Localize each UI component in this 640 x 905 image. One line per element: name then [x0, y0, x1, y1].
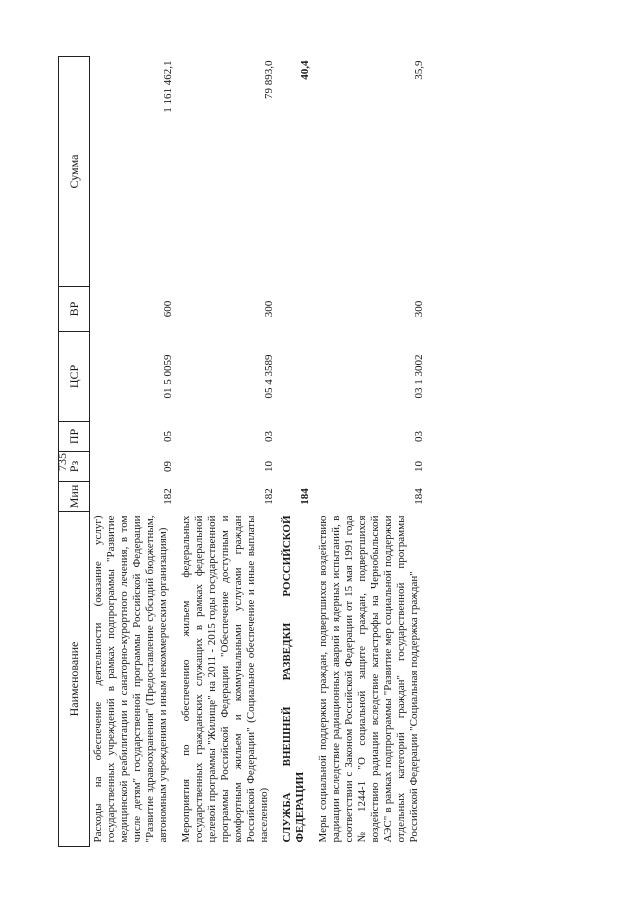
table-row [279, 57, 315, 847]
row-sum: 40,4 [299, 60, 311, 80]
row-rz: 10 [413, 461, 425, 472]
row-vr: 300 [263, 300, 275, 318]
row-name: СЛУЖБА ВНЕШНЕЙ РАЗВЕДКИ РОССИЙСКОЙ ФЕДЕРАЦИИ [281, 515, 306, 843]
row-rz: 09 [162, 461, 174, 472]
row-csr: 05 4 3589 [263, 354, 275, 399]
row-rz: 10 [263, 461, 275, 472]
row-min: 182 [162, 488, 174, 505]
row-pr [279, 422, 315, 452]
row-csr [279, 332, 315, 422]
row-min: 184 [299, 488, 311, 505]
header-rz: Рз [59, 452, 90, 482]
row-pr: 03 [263, 431, 275, 442]
table-row [90, 57, 179, 847]
budget-table [58, 56, 429, 847]
row-vr [279, 287, 315, 332]
row-sum: 79 893,0 [263, 60, 275, 99]
rotated-page-content [58, 0, 513, 905]
row-name: Меры социальной поддержки граждан, подвергшихся воздействию радиации вследствие радиационных аварий и ядерных испытаний, в соответствии с Законом Российской Федерации от 15 мая 1991 года № 1244-1 "О социальной защите граждан, подвергшихся воздействию радиации вследствие катастрофы на Чернобыльской АЭС" в рамках подпрограммы "Развитие мер социальной поддержки отдельных категорий граждан" государственной программы Российской Федерации "Социальная поддержка граждан" [317, 515, 420, 843]
row-min: 182 [263, 488, 275, 505]
header-sum: Сумма [59, 57, 90, 287]
header-min: Мин [59, 482, 90, 512]
row-rz [279, 452, 315, 482]
row-pr: 03 [413, 431, 425, 442]
page-number: 735 [55, 453, 69, 471]
header-pr: ПР [59, 422, 90, 452]
header-vr: ВР [59, 287, 90, 332]
row-name: Мероприятия по обеспечению жильем федеральных государственных гражданских служащих в рамках федеральной целевой программы "Жилище" на 2011 - 2015 годы государственной программы Российской Федерации "Обеспечение доступным и комфортным жильем и коммунальными услугами граждан Российской Федерации" (Социальное обеспечение и иные выплаты населению) [180, 515, 270, 843]
row-pr: 05 [162, 431, 174, 442]
row-sum: 35,9 [413, 60, 425, 80]
row-min: 184 [413, 488, 425, 505]
row-vr: 600 [162, 300, 174, 318]
row-sum: 1 161 462,1 [162, 60, 174, 113]
row-csr: 03 1 3002 [413, 354, 425, 399]
header-csr: ЦСР [59, 332, 90, 422]
table-row [178, 57, 279, 847]
table-header-row [59, 57, 90, 847]
row-vr: 300 [413, 300, 425, 318]
row-csr: 01 5 0059 [162, 354, 174, 399]
header-name: Наименование [59, 512, 90, 847]
row-name: Расходы на обеспечение деятельности (оказание услуг) государственных учреждений в рамках подпрограммы "Развитие медицинской реабилитации и санаторно-курортного лечения, в том числе детям" государственной программы Российской Федерации "Развитие здравоохранения" (Предоставление субсидий бюджетным, автономным учреждениям и иным некоммерческим организациям) [92, 515, 169, 843]
table-row [315, 57, 429, 847]
